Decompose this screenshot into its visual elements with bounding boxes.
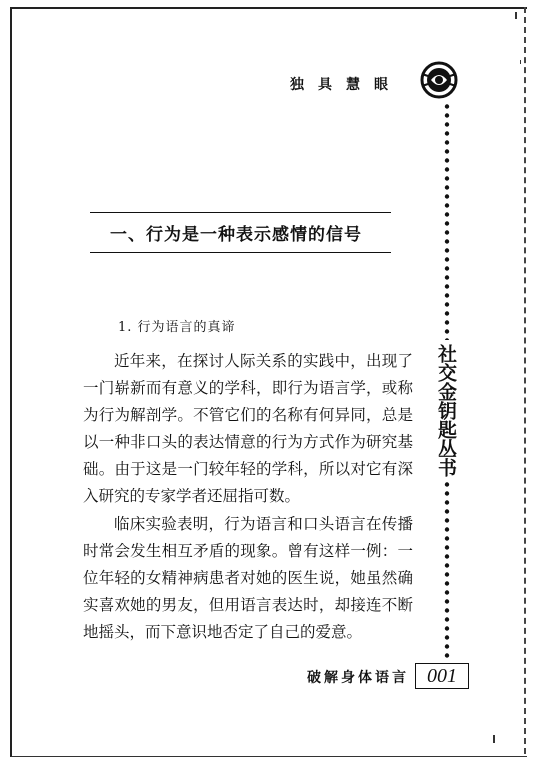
running-header-title: 独具慧眼 [290,77,402,93]
section-rule-bottom [90,252,391,253]
scan-speck [493,735,495,743]
vertical-series-label: 社交金钥匙丛书 [432,340,456,481]
paragraph: 近年来，在探讨人际关系的实践中，出现了一门崭新而有意义的学科，即行为语言学，或称为行为解剖学。不管它们的名称有何异同，总是以一种非口头的表达情意的行为方式作为研究基础。由于这是一门较年轻的学科，所以对它有深入研究的专家学者还屈指可数。 [83,352,413,506]
section-heading: 一、行为是一种表示感情的信号 [110,225,362,245]
ornament-emblem-icon [419,60,459,100]
page-number: 001 [415,663,469,689]
scan-speck [515,12,517,19]
body-text [83,348,413,646]
subsection-heading: 1. 行为语言的真谛 [118,320,236,335]
scan-speck [520,60,521,64]
section-rule-top [90,212,391,213]
page-edge-dashed-line [524,7,526,754]
running-footer-title: 破解身体语言 [307,670,409,686]
paragraph: 临床实验表明，行为语言和口头语言在传播时常会发生相互矛盾的现象。曾有这样一例：一位年轻的女精神病患者对她的医生说，她虽然确实喜欢她的男友，但用语言表达时，却接连不断地摇头，而下意识地否定了自己的爱意。 [83,514,413,641]
